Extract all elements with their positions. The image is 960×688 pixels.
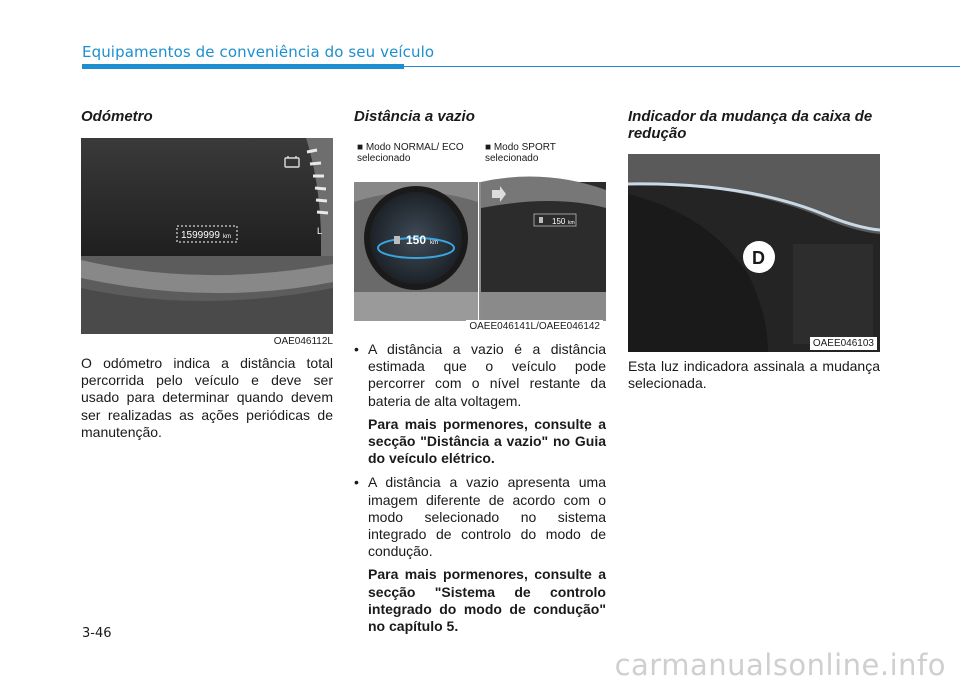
odometer-illustration [81,138,333,334]
section-title-odometer: Odómetro [81,108,153,125]
plug-icon-normal [394,236,400,244]
odometer-display-value: 1599999 [181,230,220,241]
list-item: • A distância a vazio apresenta uma imagem diferente de acordo com o modo selecionado no sistema integrado de controlo do modo de condução. Para mais pormenores, consulte a secção "Sistema de controlo integrado do modo de condução" no capítulo 5. [354,474,606,635]
gear-indicator-figure [628,154,880,352]
range-value-sport: 150 [552,217,566,226]
range-figure [354,138,606,335]
plug-icon-sport [539,217,543,223]
section-gear-indicator [628,108,880,392]
header-rule [404,66,960,67]
page-number: 3-46 [82,626,112,641]
range-label-normal: ■ Modo NORMAL/ ECO selecionado [357,142,464,164]
figure-caption-gear: OAEE046103 [810,337,877,350]
header-title: Equipamentos de conveniência do seu veículo [82,43,435,61]
paragraph-odometer: O odómetro indica a distância total percorrida pelo veículo e deve ser usado para determinar quando devem ser realizadas as ações periódicas de manutenção. [81,355,333,440]
paragraph-gear-indicator: Esta luz indicadora assinala a mudança selecionada. [628,358,880,392]
odometer-display-unit: km [223,234,231,240]
range-label-sport: ■ Modo SPORT selecionado [485,142,556,164]
section-title-range: Distância a vazio [354,108,475,125]
range-value-normal: 150 [406,233,427,247]
list-item: • A distância a vazio é a distância estimada que o veículo pode percorrer com o nível restante da bateria de alta voltagem. Para mais pormenores, consulte a secção "Distância a vazio" no Guia do veículo elétrico. [354,341,606,467]
range-illustration [354,138,606,335]
range-bullet-list [354,341,606,635]
gear-indicator-illustration [628,154,880,352]
section-range [354,108,606,642]
note-drive-mode: Para mais pormenores, consulte a secção "Sistema de controlo integrado do modo de condução" no capítulo 5. [368,566,606,635]
section-odometer [81,108,333,441]
gear-letter-drive: D [752,248,765,268]
header-bar [82,64,404,69]
figure-caption-range: OAEE046141L/OAEE046142 [466,320,603,333]
section-title-gear-indicator: Indicador da mudança da caixa de redução [628,108,873,142]
gear-letter-low: L [317,226,323,236]
odometer-figure [81,138,333,334]
watermark: carmanualsonline.info [614,648,946,682]
note-range-guide: Para mais pormenores, consulte a secção "Distância a vazio" no Guia do veículo elétrico. [368,415,606,467]
range-unit-sport: km [568,220,575,226]
range-unit-normal: km [430,240,438,246]
figure-caption-odometer: OAE046112L [273,336,333,347]
